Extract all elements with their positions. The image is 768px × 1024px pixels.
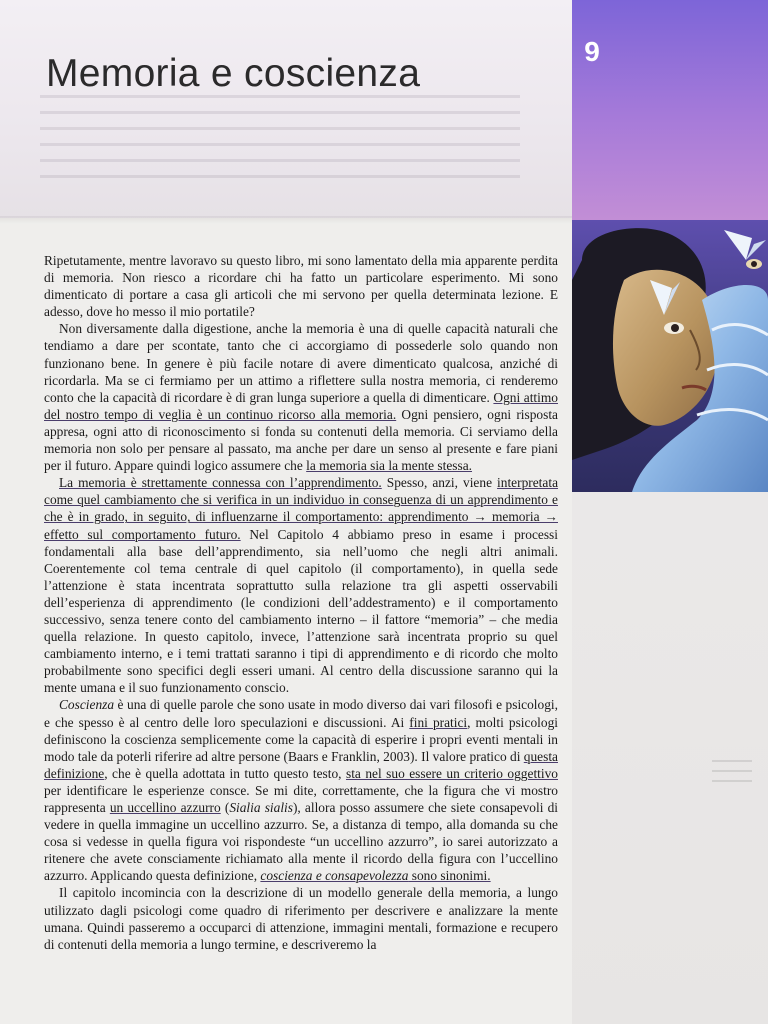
paragraph <box>44 320 558 474</box>
painting-face-with-bird-icon <box>572 220 768 492</box>
underlined-phrase: fini pratici <box>409 714 468 730</box>
text-run: ), allora posso assumere che siete consapevoli di vedere in quella immagine un uccellino azzurro. Se, a distanza di tempo, alla domanda su che cosa si vedesse in quella figura voi rispondeste “un uccellino azzurro”, io sarei autorizzato a ritenere che avete consciamente richiamato alla mente il ricordo della figura con l’uccellino azzurro. Applicando questa definizione, <box>44 800 558 884</box>
text-run: Ripetutamente, mentre lavoravo su questo libro, mi sono lamentato della mia apparente perdita di memoria. Non riesco a ricordare chi ha fatto un particolare esperimento. Mi sono dimenticato di portare a casa gli articoli che mi servono per quella determinata lezione. E adesso, dove ho messo il mio portatile? <box>44 253 558 320</box>
text-run: Spesso, anzi, viene <box>381 475 498 491</box>
previous-page-strip <box>0 0 572 218</box>
underlined-phrase: interpretata come quel cambiamento che si verifica in un individuo in conseguenza di un apprendimento e che è in grado, in seguito, di influenzarne il comportamento: apprendimento → memoria → effetto sul comportamento futuro. <box>44 475 559 542</box>
text-run: ( <box>220 800 230 815</box>
text-run: per identificare le esperienze consce. Se mi dite, correttamente, che la figura che vi mostro rappresenta <box>44 782 558 815</box>
text-run: Ogni pensiero, ogni risposta appresa, ogni atto di riconoscimento si fonda su contenuti della memoria. Ci serviamo della memoria non solo per pensare al passato, ma anche per dare un senso al presente e fare piani per il futuro. Appare quindi logico assumere che <box>44 406 558 474</box>
underlined-phrase: questa definizione <box>44 748 558 781</box>
text-run: , molti psicologi definiscono la coscienza semplicemente come la capacità di esperire i propri eventi mentali in modo tale da poterli riferire ad altre persone (Baars e Franklin, 2003). Il valore pratico di <box>44 714 558 764</box>
text-run: Il capitolo incomincia con la descrizione di un modello generale della memoria, a lungo utilizzato dagli psicologi come quadro di riferimento per descrivere e analizzare la mente umana. Quindi passeremo a occuparci di attenzione, immagini mentali, formazione e recupero di contenuti della memoria a lungo termine, e descriveremo la <box>44 885 558 952</box>
paragraph <box>44 252 558 320</box>
underlined-phrase: sono sinonimi. <box>408 868 491 884</box>
bleed-through-text <box>40 95 520 205</box>
chapter-number: 9 <box>584 36 600 67</box>
italic-phrase: Coscienza <box>59 697 115 713</box>
italic-phrase: Sialia sialis <box>229 800 293 815</box>
chapter-title: Memoria e coscienza <box>46 52 421 96</box>
margin-bleed-marks <box>712 760 752 790</box>
underlined-phrase: Ogni attimo del nostro tempo di veglia è un continuo ricorso alla memoria. <box>44 389 558 422</box>
text-run: Non diversamente dalla digestione, anche la memoria è una di quelle capacità naturali che tendiamo a dare per scontate, tanto che ci accorgiamo di possederle solo quando non funzionano bene. In genere è più facile notare di avere dimenticato qualcosa, anziché di ricordarla. Ma se ci fermiamo per un attimo a riflettere sulla nostra memoria, ci renderemo conto che la capacità di ricordare è di gran lunga superiore a quella di dimenticare. <box>44 321 558 405</box>
text-run: è una di quelle parole che sono usate in modo diverso dai vari filosofi e psicologi, e che spesso è al centro delle loro speculazioni e discussioni. Ai <box>44 697 558 730</box>
page-fold-shadow <box>0 216 572 224</box>
underlined-phrase: un uccellino azzurro <box>109 800 221 815</box>
paragraph <box>44 884 558 952</box>
chapter-band <box>572 0 768 220</box>
underlined-phrase: sta nel suo essere un criterio oggettivo <box>346 765 558 781</box>
chapter-body <box>44 252 558 953</box>
underlined-phrase: la memoria sia la mente stessa. <box>306 458 473 474</box>
underlined-phrase: La memoria è strettamente connessa con l’apprendimento. <box>59 475 382 491</box>
text-run: , che è quella adottata in tutto questo testo, <box>104 765 346 781</box>
text-run: Nel Capitolo 4 abbiamo preso in esame i processi fondamentali alla base dell’apprendimento, sia nell’uomo che negli altri animali. Coerentemente col tema centrale di quel capitolo (il comportamento), in quella sede l’attenzione è stata incentrata soprattutto sulla relazione tra gli aspetti osservabili dell’esperienza di apprendimento (le condizioni dell’addestramento) e il comportamento successivo, senza tenere conto del cambiamento interno – il fattore “memoria” – che media quella relazione. In questo capitolo, invece, l’attenzione sarà incentrata proprio su quel cambiamento interno, e i temi trattati saranno i tipi di apprendimento e di ricordo che molto probabilmente sono specifici degli esseri umani. Al centro della discussione saranno qui la mente umana e il suo funzionamento conscio. <box>44 526 558 696</box>
paragraph <box>44 696 558 884</box>
paragraph <box>44 474 558 696</box>
underlined-phrase: coscienza e consapevolezza <box>260 868 409 884</box>
